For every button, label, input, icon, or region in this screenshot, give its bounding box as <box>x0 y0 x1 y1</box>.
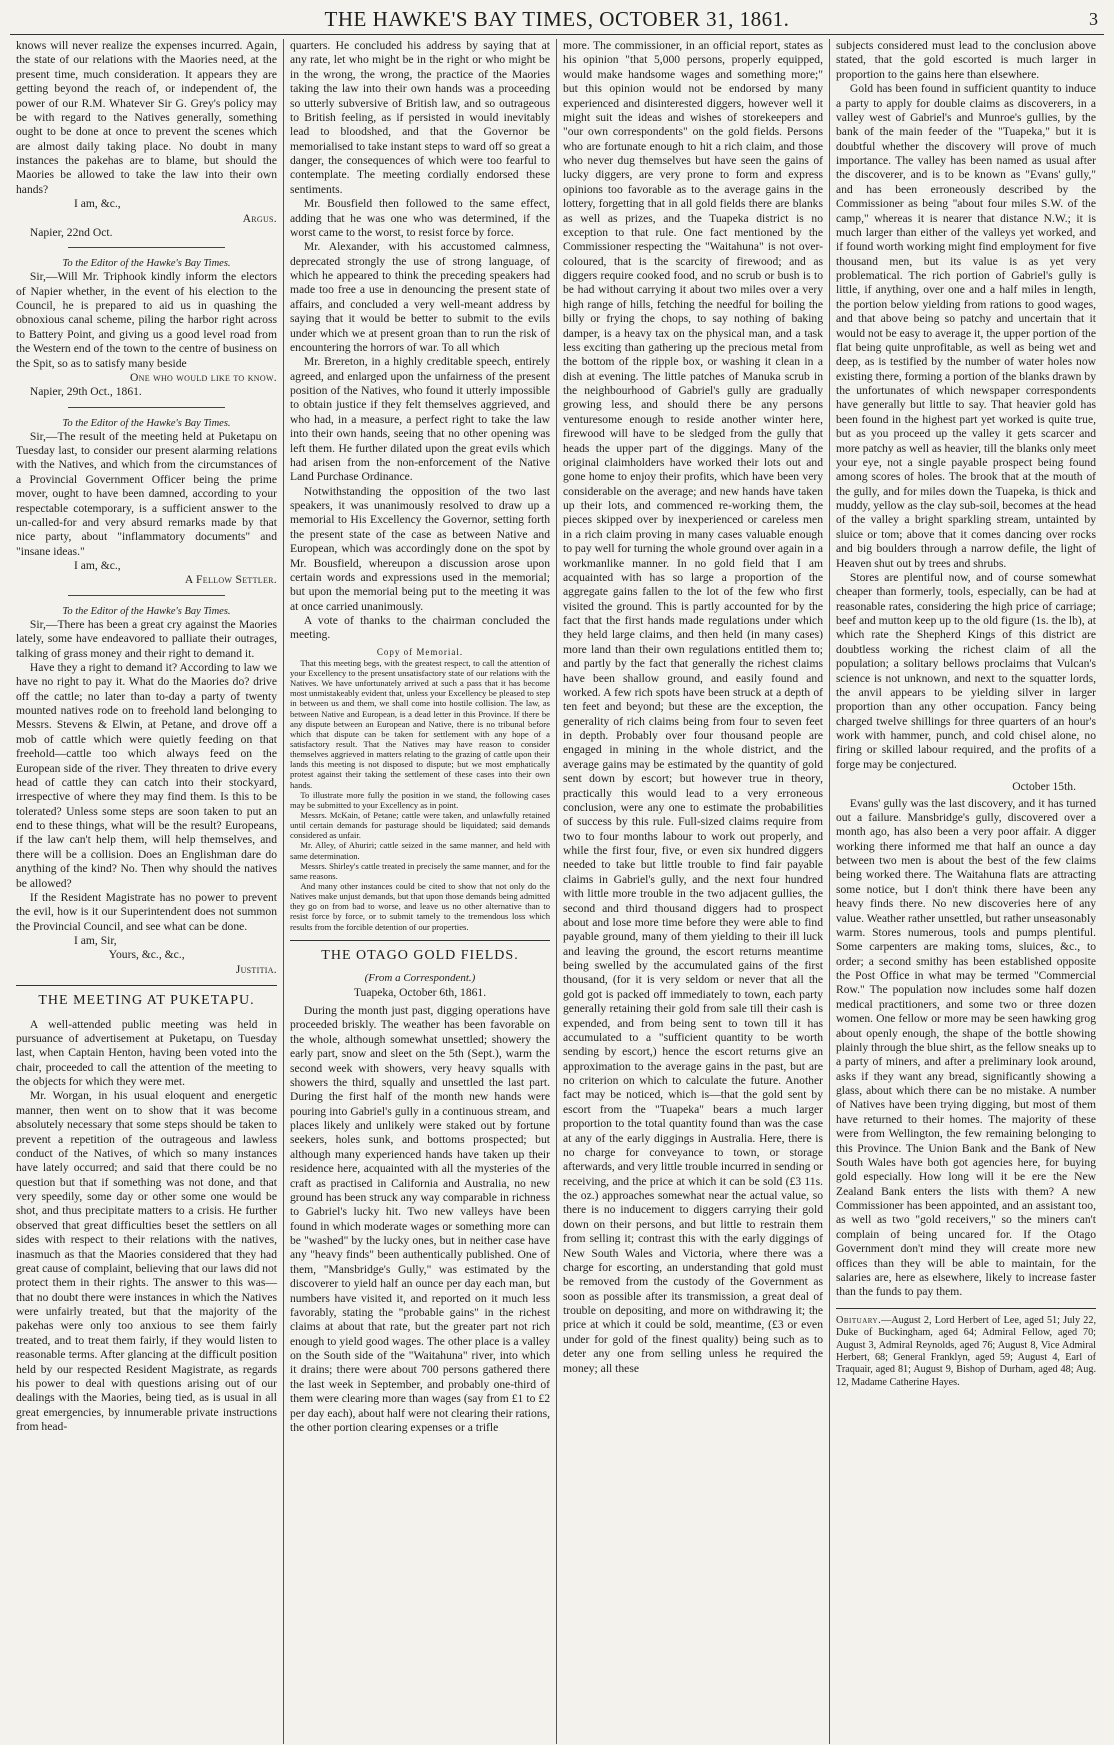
separator-rule <box>68 407 225 408</box>
page-number: 3 <box>1089 9 1098 29</box>
column-2 <box>283 39 556 1744</box>
memorial-paragraph: To illustrate more fully the position in we stand, the following cases may be submitted to your Excellency as in point. <box>290 789 550 810</box>
argus-letter-place-date: Napier, 22nd Oct. <box>29 225 113 239</box>
article-text: Mr. Worgan, in his usual eloquent and energetic manner, then went on to show that it was become absolutely necessary that some steps should be taken to prevent a repetition of the outrageous and lawless conduct of the Natives, of which so many instances have lately occurred; and said that there could be no question but that if something was not done, and that very speedily, some day or other some one would be shot, and thus precipitate matters to a crisis. He further observed that great difficulties beset the settlers on all sides with respect to their relations with the natives, inasmuch as that the Maories considered that they had great cause of complaint, believing that our laws did not protect them in their rights. The answer to this was—that no doubt there were instances in which the Natives were unfairly treated, but that the majority of the pakehas were only too anxious to see them fairly treated, and to treat them fairly, if they would listen to reasonable terms. After glancing at the difficult position held by our respected Resident Magistrate, as regards his power to deal with questions arising out of our dealings with the Maories, being tied, as is usual in all great emergencies, by innumerable private instructions from head- <box>16 1089 277 1434</box>
article-dateline: Tuapeka, October 6th, 1861. <box>353 985 487 999</box>
article-heading-meeting: THE MEETING AT PUKETAPU. <box>38 993 255 1009</box>
letter-text: Sir,—There has been a great cry against the Maories lately, some have endeavored to palliate their outrages, talking of grass money and their right to demand it. <box>16 617 277 660</box>
obituary-notice <box>836 1315 1096 1390</box>
letter-signature: A Fellow Settler. <box>184 573 277 587</box>
section-rule <box>16 985 277 986</box>
columns <box>10 39 1104 1744</box>
article-text: subjects considered must lead to the conclusion above stated, that the gold escorted is much larger in proportion to the gains here than elsewhere. <box>836 39 1096 81</box>
letter-closing: Yours, &c., &c., <box>108 948 185 962</box>
letter-text: Have they a right to demand it? According to law we have no right to pay it. What do the Maories do? drive off the cattle; no later than to-day a party of twenty mounted natives rode on to freehold land belonging to Messrs. Stevens & Elwin, at Petane, and drove off a mob of cattle which were quietly feeding on that freehold—cattle too which always feed on the European side of the river. They threaten to drive every head of cattle they can catch into their stockyard, irrespective of where they may find them. Is this to be tolerated? Unless some steps are soon taken to put an end to these things, what will be the result? Europeans, if the law can't help them, will help themselves, and there will be a collision. Does an Englishman dare do anything of the kind? No. Then why should the natives be allowed? <box>16 660 277 890</box>
letter-header: To the Editor of the Hawke's Bay Times. <box>62 258 231 270</box>
letter-signature: Justitia. <box>235 962 277 976</box>
article-subheading: (From a Correspondent.) <box>364 972 476 985</box>
article-text: A well-attended public meeting was held in pursuance of advertisement at Puketapu, on Tuesday last, when Captain Henton, having been voted into the chair, proceeded to call the attention of the meeting to the objects for which they were met. <box>16 1017 277 1089</box>
memorial-paragraph: Messrs. McKain, of Petane; cattle were taken, and unlawfully retained until certain demands for pasturage should be liquidated; said demands considered as unfair. <box>290 810 550 841</box>
letter-signature: One who would like to know. <box>129 370 277 384</box>
letter-place-date: Napier, 29th Oct., 1861. <box>29 385 142 399</box>
article-text: Gold has been found in sufficient quantity to induce a party to apply for double claims as discoverers, in a valley west of Gabriel's and Munroe's gullies, by the bank of the main feeder of the "Tuapeka," but it is doubtful whether the discovery will prove of much importance. The valley has been named as usual after the discoverer, and is to be known as "Evans' gully," and has been erroneously described by the Commissioner as being "about four miles S.W. of the camp," whereas it is nearer that distance N.W.; it is much larger than either of the valleys yet worked, and if found worth working might find employment for five thousand men, but its value is as yet very problematical. The rich portion of Gabriel's gully is little, if anything, over one and a half miles in length, the portion below yielding from rations to good wages, and that above being so patchy and uncertain that it would not be easy to average it, the upper portion of the flat being quite unprofitable, as well as being wet and deep, as is testified by the number of water holes now existing there, forming a portion of the blanks drawn by the unfortunates of which newspaper correspondents have generally but little to say. That heavier gold has been found in the highest part yet worked is quite true, but as you proceed up the valley it gets scarcer and more patchy as well as heavier, till the blanks only meet your eye, not a single payable prospect being found among scores of holes. The brook that at the mouth of the gully, and for miles down the Tuapeka, is thick and muddy, yellow as the clay sub-soil, becomes at the head of the valley a bright sparkling stream, untainted by sluice or tom; above that it comes dancing over rocks and big boulders through a narrow defile, the light of Heaven shut out by trees and shrubs. <box>836 82 1096 570</box>
article-text: quarters. He concluded his address by saying that at any rate, let who might be in the right or who might be in the wrong, the wrong, the practice of the Maories taking the law into their own hands was a proceeding so utterly subversive of British law, and so outrageous to British feeling, as if persisted in would inevitably lead to bloodshed, and that the Governor be memorialised to take instant steps to ward off so great a danger, the consequences of which were too fearful to contemplate. The meeting cordially endorsed these sentiments. <box>290 39 550 196</box>
article-text: Mr. Brereton, in a highly creditable speech, entirely agreed, and enlarged upon the unfairness of the present position of the Natives, who found it utterly impossible to obtain justice if they felt themselves aggrieved, and who had, in a measure, a perfect right to take the law into their own hands, seeing that no other opening was left them. He further dilated upon the great evils which had arisen from the non-enforcement of the Native Land Purchase Ordinance. <box>290 355 550 484</box>
letter-text: Sir,—Will Mr. Triphook kindly inform the electors of Napier whether, in the event of his election to the Council, he is prepared to aid us in quashing the obnoxious canal scheme, piling the harbor right across to Battery Point, and giving us a good level road from the Western end of the town to the centre of business on the Spit, so as to satisfy many beside <box>16 270 277 370</box>
article-text: Notwithstanding the opposition of the two last speakers, it was unanimously resolved to draw up a memorial to His Excellency the Governor, setting forth the present state of the case as between Native and European, which was accordingly done on the spot by Mr. Bousfield, whereupon a discussion arose upon certain words and expressions used in the memorial; but upon the memorial being put to the meeting it was at once carried unanimously. <box>290 484 550 613</box>
article-heading-otago: THE OTAGO GOLD FIELDS. <box>321 947 519 963</box>
obituary-lead: Obituary. <box>836 1314 882 1326</box>
memorial-paragraph: Messrs. Shirley's cattle treated in precisely the same manner, and for the same reasons. <box>290 860 550 881</box>
argus-letter-text: knows will never realize the expenses incurred. Again, the state of our relations with the Maories need, at the present time, much consideration. It appears they are getting beyond the reach of, or independent of, the power of our R.M. Whatever Sir G. Grey's policy may be with regard to the Natives generally, something ought to be done at once to prevent the scenes which are almost daily taking place. No doubt in many instances the pakehas are to blame, but should the Maories be allowed to take the law into their own hands? <box>16 39 277 196</box>
letter-header: To the Editor of the Hawke's Bay Times. <box>62 605 231 617</box>
memorial-text <box>290 658 550 932</box>
section-rule <box>290 940 550 941</box>
argus-letter-closing: I am, &c., <box>74 197 121 211</box>
article-text: Stores are plentiful now, and of course somewhat cheaper than formerly, tools, especially, can be had at reasonable rates, considering the high price of carriage; beef and mutton keep up to the old figure (1s. the lb), at which rate the Shepherd Kings of this district are doubtless working the richest claim of all the population; a solitary bellows proclaims that Vulcan's science is not unknown, and next to the squatter lords, the anvil appears to be yielding silver in larger proportion than any other occupation. Fancy being charged twelve shillings for three quarters of an hour's work with hammer, punch, and cold chisel alone, no firing or skilled labour required, and the profits of a forge may be conjectured. <box>836 570 1096 771</box>
letter-header: To the Editor of the Hawke's Bay Times. <box>62 417 231 429</box>
obituary-text: —August 2, Lord Herbert of Lee, aged 51; July 22, Duke of Buckingham, aged 64; Admiral Fellow, aged 70; August 3, Admiral Reynolds, aged 76; August 8, Vice Admiral Herbert, 68; General Franklyn, aged 59; August 4, Earl of Traquair, aged 81; August 9, Bishop of Durham, aged 48; Aug. 12, Madame Catherine Hayes. <box>836 1314 1096 1388</box>
article-date: October 15th. <box>1012 780 1076 794</box>
memorial-paragraph: And many other instances could be cited to show that not only do the Natives make unjust demands, but that upon those demands being admitted they go on from bad to worse, and leave us no other alternative than to resist force by force, or to submit tamely to the tremendous loss which results from the forcible detention of our properties. <box>290 881 550 932</box>
argus-letter-signature: Argus. <box>242 211 277 225</box>
article-text: During the month just past, digging operations have proceeded briskly. The weather has been favorable on the whole, although somewhat unsettled; showery the early part, snow and sleet on the 5th (Sept.), warm the second week with showers, very heavy squalls with showers the third, squally and unsettled the last part. During the first half of the month new hands were pouring into Gabriel's gully in a continuous stream, and places likely and unlikely were staked out by fortune seekers, holes sunk, and bottoms prospected; but although many experienced hands have taken up their residence here, acquainted with all the mysteries of the craft as practised in California and Australia, no new ground has been struck any way comparable in richness to Gabriel's lucky hit. Two new valleys have been found in which moderate wages or something more can be "washed" by the lucky ones, but in neither case have any "heavy finds" been authentically published. One of them, "Mansbridge's Gully," was estimated by the discoverer to yield half an ounce per day each man, but numbers have visited it, and reported on it much less favorably, stating the "probable gains" in the richest claims at about that rate, but the greater part not rich enough to yield good wages. The other place is a valley on the South side of the "Waitahuna" river, into which it drains; there were about 700 persons gathered there the last week in September, and probably one-third of them were clearing more than wages (say from £1 to £2 per day each), about half were not clearing their rations, the other portion clearing expenses or a trifle <box>290 1004 550 1434</box>
column-3 <box>556 39 829 1744</box>
letter-text: If the Resident Magistrate has no power to prevent the evil, how is it our Superintendent does not summon the Provincial Council, and see what can be done. <box>16 890 277 933</box>
article-text: Mr. Bousfield then followed to the same effect, adding that he was one who was determined, if the worst came to the worst, to resist force by force. <box>290 197 550 239</box>
masthead <box>10 4 1104 35</box>
memorial-title: Copy of Memorial. <box>376 646 464 657</box>
letter-closing: I am, Sir, <box>74 934 117 948</box>
article-text: A vote of thanks to the chairman concluded the meeting. <box>290 614 550 642</box>
separator-rule <box>68 595 225 596</box>
column-4 <box>829 39 1102 1744</box>
article-text: Evans' gully was the last discovery, and it has turned out a failure. Mansbridge's gully, discovered over a month ago, has also been a very poor affair. A digger working there informed me that half an ounce a day between two men is about the best of the few claims being worked there. The Waitahuna flats are attracting some notice, but I don't think there have been any heavy finds there. No new discoveries here of any value. Weather rather unsettled, but rather unseasonably warm. Stores numerous, tools and pumps plentiful. Some carpenters are making toms, sluices, &c., to order; a second smithy has been established opposite the Post Office in what may be termed "Commercial Row." The population now includes some half dozen medical practitioners, and some two or three dozen women. One fellow or more may be seen hawking grog about openly enough, the shape of the bottle showing plainly through the blue shirt, as the fellow sneaks up to a party of miners, and after a preliminary look around, asks if they want any bread, significantly showing a glass, about which there can be no mistake. A number of Natives have been trying digging, but most of them have returned to their homes. The majority of these were from Wellington, the few remaining belonging to this Province. The Union Bank and the Bank of New South Wales have both got agencies here, for buying gold especially. How long will it be ere the New Zealand Bank enters the lists with them? A new Commissioner has been appointed, and an assistant too, as well as two "gold receivers," so the miners can't complain of being uncared for. If the Otago Government don't mind they will create more new offices than they will be able to maintain, for the salaries are, here as elsewhere, likely to increase faster than the funds to pay them. <box>836 796 1096 1299</box>
section-rule <box>836 1308 1096 1309</box>
separator-rule <box>68 247 225 248</box>
memorial-paragraph: That this meeting begs, with the greatest respect, to call the attention of your Excellency to the present unsatisfactory state of our relations with the Natives. We have unfortunately arrived at such a pass that it has become most unmistakeably evident that, unless your Excellency be pleased to step in between us and them, we shall come into hostile collision. The law, as between Native and European, is a dead letter in this Province. If there be any dispute between an European and Native, there is no tribunal before which that dispute can be taken for settlement with any hope of a satisfactory result. That the Natives may have reason to consider themselves aggrieved in matters relating to the grazing of cattle upon their lands this meeting is not disposed to dispute; but we most emphatically protest against their taking the settlement of these cases into their own hands. <box>290 657 550 790</box>
letter-closing: I am, &c., <box>74 559 121 573</box>
masthead-title: THE HAWKE'S BAY TIMES, OCTOBER 31, 1861. <box>324 7 790 31</box>
article-text: more. The commissioner, in an official report, states as his opinion "that 5,000 persons, properly equipped, would make handsome wages and something more;" but this opinion would not be endorsed by many experienced and disinterested diggers, however well it might suit the ideas and wishes of storekeepers and "our own correspondents" on the gold fields. Persons who are fortunate enough to hit a rich claim, and those who never dug themselves but have seen the gains of lucky diggers, are very prone to form and express opinions too favorable as to the average gains in the lottery, forgetting that in all gold fields there are blanks as well as prizes, and the Tuapeka district is no exception to that rule. One fact mentioned by the Commissioner respecting the "Waitahuna" is not over-coloured, that is the scarcity of firewood; and as diggers require cooked food, and no scrub or bush is to be had without carrying it about two miles over a very high range of hills, fetching the needful for boiling the billy or frying the chops, to say nothing of baking damper, is a heavy tax on the physical man, and a task less exciting than gathering up the precious metal from the bottom of the ripple box, or washing it clean in a dish at evening. The little patches of Manuka scrub in the neighbourhood of Gabriel's gully are gradually growing less, and should there be any persons venturesome enough to reside another winter here, firewood will have to be sledged from the gully that heads the upper part of the diggings. Many of the original claimholders have worked their lots out and gone home to enjoy their profits, which have been very considerable on the average; and new hands have taken up their lots, and commenced re-working them, the pieces skipped over by inexperienced or careless men in a rich claim proving in many cases valuable enough to pay well for turning the whole ground over again in a workmanlike manner. In no gold field that I am acquainted with has so large a proportion of the aggregate gains fallen to the lot of the few who first visited the ground. This is partly accounted for by the fact that the first hands made regulations under which they held large claims, and then held (in many cases) more land than their own regulations entitled them to; and partly by the fact that generally the richest claims have been shallow ground, and easily found and worked. A few rich spots have been struck at a depth of ten feet and beyond; but these are the exception, the generality of rich claims being from four to seven feet in depth. Probably over four thousand people are engaged in mining in the whole district, and the average gains may be estimated by the quantity of gold sent down by escort; but however true in theory, practically this would lead to a very erroneous conclusion, were any one to estimate the probabilities of success by this rule. Full-sized claims require from two to four months labour to work out properly, and while the first four, five, or even six hundred diggers needed to take but little trouble to find fair payable claims in Gabriel's gully, and the next four hundred with little more trouble in the two adjacent gullies, the second and third thousand diggers had to prospect about and lose more time before they were able to find payable ground, many of them yielding to their ill luck and leaving the ground, the escort returns meantime being swelled by the accumulated gains of the first thousand, (for it is very seldom or never that all the gold got is packed off immediately to town, each party generally retaining their gold from sale till their cash is expended, and from being sent to town till it has accumulated to a "sufficient quantity to be worth sending by escort,) hence the escort returns give an approximation to the average gains in the past, but are no criterion on which to calculate the future. Another fact may be noticed, which is—that the gold sent by escort from the "Tuapeka" bears a much larger proportion to the total quantity found than was the case at any of the early diggings in Australia. Here, there is no charge for conveyance to town, or storage afterwards, and very little trouble incurred in sending or receiving, and the price at which it can be sold (£3 11s. the oz.) approaches somewhat near the actual value, so there is no inducement to diggers carrying their gold down on their persons, and but little to restrain them from selling it; contrast this with the early diggings of New South Wales and Victoria, where there was a charge for escorting, an understanding that gold must be removed from the custody of the Government as soon as possible after its transmission, a great deal of trouble on depositing, and more on withdrawing it; the price at which it could be sold, meantime, (£3 or even under for gold of the finest quality) being such as to deter any one from selling unless he required the money; all these <box>563 39 823 1375</box>
letter-text: Sir,—The result of the meeting held at Puketapu on Tuesday last, to consider our present alarming relations with the Natives, and which from the circumstances of a Provincial Government Officer being the prime mover, ought to have been damned, according to your respectable cotemporary, is a sufficient answer to the un-called-for and very absurd remarks made by that nice party, about "inflammatory documents" and "insane ideas." <box>16 429 277 558</box>
article-text: Mr. Alexander, with his accustomed calmness, deprecated strongly the use of strong language, of which he appeared to think the preceding speakers had made too free a use in denouncing the present state of affairs, and concluded a very well-meant address by saying that it would be better to submit to the evils under which we at present groan than to run the risk of encountering the horrors of war. To all which <box>290 240 550 354</box>
column-1 <box>10 39 283 1744</box>
memorial-paragraph: Mr. Alley, of Ahuriri; cattle seized in the same manner, and held with same determination. <box>290 840 550 861</box>
